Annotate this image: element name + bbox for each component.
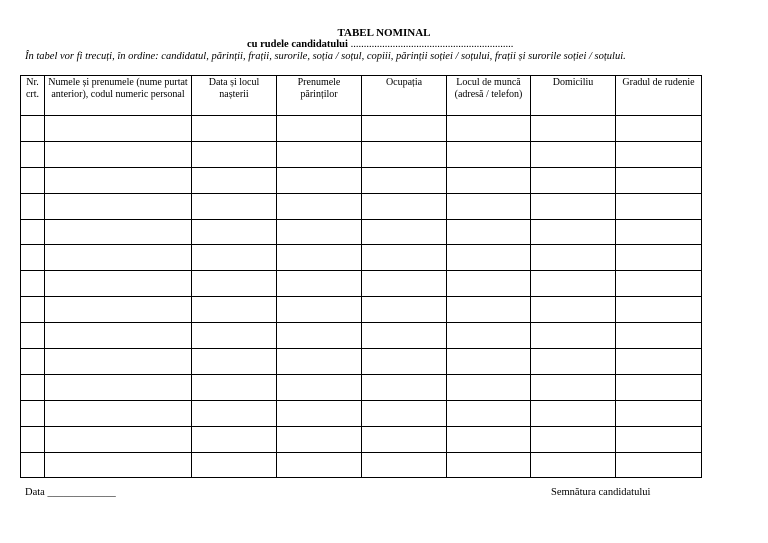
table-cell[interactable] xyxy=(21,245,45,271)
instructions-text: În tabel vor fi trecuți, în ordine: candidatul, părinții, frații, surorile, soția / soțul, copiii, părinții soției / soțului, frații și surorile soției / soțului. xyxy=(25,51,626,62)
table-cell[interactable] xyxy=(45,271,192,297)
table-cell[interactable] xyxy=(277,452,362,478)
column-header-kinship: Gradul de rudenie xyxy=(616,76,702,116)
table-cell[interactable] xyxy=(45,374,192,400)
table-cell[interactable] xyxy=(447,349,531,375)
table-row xyxy=(21,193,702,219)
table-row xyxy=(21,323,702,349)
table-cell[interactable] xyxy=(616,452,702,478)
table-cell[interactable] xyxy=(531,167,616,193)
table-cell[interactable] xyxy=(362,374,447,400)
table-cell[interactable] xyxy=(362,167,447,193)
table-row xyxy=(21,219,702,245)
table-cell[interactable] xyxy=(616,245,702,271)
table-cell[interactable] xyxy=(45,141,192,167)
table-cell[interactable] xyxy=(277,116,362,142)
table-cell[interactable] xyxy=(531,271,616,297)
table-cell[interactable] xyxy=(277,374,362,400)
table-cell[interactable] xyxy=(277,167,362,193)
table-cell[interactable] xyxy=(362,193,447,219)
table-cell[interactable] xyxy=(21,400,45,426)
table-cell[interactable] xyxy=(616,219,702,245)
document-title: TABEL NOMINAL xyxy=(337,27,431,39)
table-cell[interactable] xyxy=(21,271,45,297)
column-header-occupation: Ocupația xyxy=(362,76,447,116)
table-cell[interactable] xyxy=(277,141,362,167)
table-cell[interactable] xyxy=(192,297,277,323)
table-row xyxy=(21,400,702,426)
table-cell[interactable] xyxy=(447,271,531,297)
table-cell[interactable] xyxy=(616,167,702,193)
table-cell[interactable] xyxy=(362,323,447,349)
table-cell[interactable] xyxy=(616,193,702,219)
table-cell[interactable] xyxy=(447,374,531,400)
table-cell[interactable] xyxy=(447,193,531,219)
table-cell[interactable] xyxy=(277,245,362,271)
table-cell[interactable] xyxy=(192,426,277,452)
table-cell[interactable] xyxy=(45,297,192,323)
relatives-table xyxy=(20,75,702,478)
table-cell[interactable] xyxy=(616,297,702,323)
table-cell[interactable] xyxy=(45,452,192,478)
table-cell[interactable] xyxy=(616,426,702,452)
table-body xyxy=(21,116,702,478)
table-cell[interactable] xyxy=(45,426,192,452)
table-cell[interactable] xyxy=(21,219,45,245)
table-cell[interactable] xyxy=(45,323,192,349)
table-cell[interactable] xyxy=(531,400,616,426)
table-cell[interactable] xyxy=(531,245,616,271)
table-header-row xyxy=(21,76,702,116)
table-cell[interactable] xyxy=(616,271,702,297)
table-cell[interactable] xyxy=(616,116,702,142)
table-cell[interactable] xyxy=(192,271,277,297)
table-cell[interactable] xyxy=(531,374,616,400)
table-row xyxy=(21,167,702,193)
table-cell[interactable] xyxy=(277,400,362,426)
table-cell[interactable] xyxy=(616,349,702,375)
table-cell[interactable] xyxy=(45,167,192,193)
table-cell[interactable] xyxy=(362,426,447,452)
table-cell[interactable] xyxy=(21,349,45,375)
table-cell[interactable] xyxy=(531,193,616,219)
table-cell[interactable] xyxy=(362,271,447,297)
table-cell[interactable] xyxy=(531,452,616,478)
table-row xyxy=(21,245,702,271)
table-cell[interactable] xyxy=(277,297,362,323)
table-cell[interactable] xyxy=(447,141,531,167)
table-cell[interactable] xyxy=(531,297,616,323)
table-cell[interactable] xyxy=(616,323,702,349)
table-row xyxy=(21,349,702,375)
table-cell[interactable] xyxy=(21,426,45,452)
table-row xyxy=(21,297,702,323)
table-cell[interactable] xyxy=(531,323,616,349)
table-cell[interactable] xyxy=(277,219,362,245)
table-cell[interactable] xyxy=(45,116,192,142)
table-cell[interactable] xyxy=(277,271,362,297)
table-cell[interactable] xyxy=(362,400,447,426)
table-cell[interactable] xyxy=(447,167,531,193)
signature-label: Semnătura candidatului xyxy=(551,487,651,498)
table-cell[interactable] xyxy=(192,167,277,193)
table-row xyxy=(21,271,702,297)
table-row xyxy=(21,374,702,400)
table-cell[interactable] xyxy=(277,323,362,349)
table-cell[interactable] xyxy=(362,452,447,478)
table-cell[interactable] xyxy=(21,374,45,400)
document-subtitle xyxy=(247,39,513,51)
table-cell[interactable] xyxy=(616,400,702,426)
table-row xyxy=(21,116,702,142)
table-cell[interactable] xyxy=(362,349,447,375)
column-header-workplace: Locul de muncă (adresă / telefon) xyxy=(447,76,531,116)
column-header-domicile: Domiciliu xyxy=(531,76,616,116)
table-row xyxy=(21,452,702,478)
table-cell[interactable] xyxy=(192,452,277,478)
column-header-birth: Data și locul nașterii xyxy=(192,76,277,116)
table-cell[interactable] xyxy=(531,141,616,167)
table-cell[interactable] xyxy=(21,452,45,478)
table-cell[interactable] xyxy=(616,374,702,400)
table-cell[interactable] xyxy=(616,141,702,167)
table-row xyxy=(21,141,702,167)
table-cell[interactable] xyxy=(45,193,192,219)
table-cell[interactable] xyxy=(531,426,616,452)
table-cell[interactable] xyxy=(45,400,192,426)
subtitle-label: cu rudele candidatului xyxy=(247,39,348,50)
table-cell[interactable] xyxy=(447,219,531,245)
table-cell[interactable] xyxy=(531,349,616,375)
table-cell[interactable] xyxy=(447,116,531,142)
subtitle-fill-line: .............................................................. xyxy=(347,39,514,50)
table-row xyxy=(21,426,702,452)
table-cell[interactable] xyxy=(447,297,531,323)
table-cell[interactable] xyxy=(192,323,277,349)
table-cell[interactable] xyxy=(21,297,45,323)
table-cell[interactable] xyxy=(277,193,362,219)
column-header-parents: Prenumele părinților xyxy=(277,76,362,116)
table-cell[interactable] xyxy=(362,297,447,323)
table-cell[interactable] xyxy=(531,219,616,245)
column-header-name: Numele și prenumele (nume purtat anterior), codul numeric personal xyxy=(45,76,192,116)
table-cell[interactable] xyxy=(447,426,531,452)
table-cell[interactable] xyxy=(45,219,192,245)
table-cell[interactable] xyxy=(531,116,616,142)
table-cell[interactable] xyxy=(362,219,447,245)
table-cell[interactable] xyxy=(192,219,277,245)
table-cell[interactable] xyxy=(21,116,45,142)
table-cell[interactable] xyxy=(192,374,277,400)
table-cell[interactable] xyxy=(192,141,277,167)
table-cell[interactable] xyxy=(45,245,192,271)
table-cell[interactable] xyxy=(21,323,45,349)
table-cell[interactable] xyxy=(192,245,277,271)
table-cell[interactable] xyxy=(447,400,531,426)
table-cell[interactable] xyxy=(21,193,45,219)
date-field: Data _____________ xyxy=(25,487,116,498)
table-cell[interactable] xyxy=(447,452,531,478)
table-cell[interactable] xyxy=(21,141,45,167)
table-cell[interactable] xyxy=(21,167,45,193)
table-cell[interactable] xyxy=(362,141,447,167)
table-cell[interactable] xyxy=(277,349,362,375)
table-cell[interactable] xyxy=(447,245,531,271)
column-header-nr: Nr. crt. xyxy=(21,76,45,116)
table-cell[interactable] xyxy=(362,245,447,271)
table-cell[interactable] xyxy=(45,349,192,375)
table-cell[interactable] xyxy=(192,400,277,426)
table-cell[interactable] xyxy=(192,116,277,142)
table-cell[interactable] xyxy=(362,116,447,142)
table-cell[interactable] xyxy=(192,349,277,375)
table-cell[interactable] xyxy=(192,193,277,219)
table-cell[interactable] xyxy=(447,323,531,349)
table-cell[interactable] xyxy=(277,426,362,452)
